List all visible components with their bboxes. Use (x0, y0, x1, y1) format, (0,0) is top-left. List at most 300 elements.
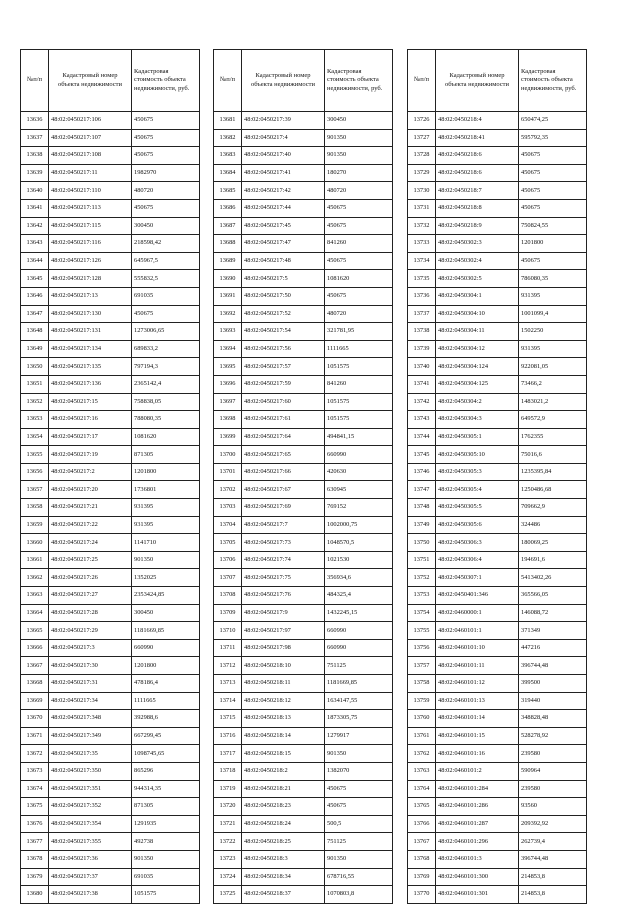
cadastral-number-cell: 48:02:0450304:11 (436, 323, 519, 341)
header-number: №п/п (21, 50, 49, 112)
row-number-cell: 13716 (214, 727, 242, 745)
cadastral-number-cell: 48:02:0450217:64 (242, 428, 325, 446)
table-row (21, 516, 200, 534)
cadastral-value-cell: 450675 (519, 182, 587, 200)
row-number-cell: 13702 (214, 481, 242, 499)
table-row (408, 393, 587, 411)
table-row (214, 252, 393, 270)
table-row (21, 780, 200, 798)
cadastral-number-cell: 48:02:0450306:3 (436, 534, 519, 552)
cadastral-value-cell: 450675 (132, 199, 200, 217)
cadastral-number-cell: 48:02:0450304:125 (436, 375, 519, 393)
table-row (408, 358, 587, 376)
table-row (21, 463, 200, 481)
row-number-cell: 13653 (21, 411, 49, 429)
table-row (21, 833, 200, 851)
row-number-cell: 13761 (408, 727, 436, 745)
table-row (214, 745, 393, 763)
cadastral-number-cell: 48:02:0450217:355 (49, 833, 132, 851)
cadastral-number-cell: 48:02:0460101:1 (436, 622, 519, 640)
cadastral-value-cell: 73466,2 (519, 375, 587, 393)
cadastral-number-cell: 48:02:0450217:116 (49, 235, 132, 253)
cadastral-value-cell: 450675 (132, 305, 200, 323)
table-row (214, 534, 393, 552)
cadastral-number-cell: 48:02:0450217:131 (49, 323, 132, 341)
cadastral-number-cell: 48:02:0450217:115 (49, 217, 132, 235)
row-number-cell: 13704 (214, 516, 242, 534)
row-number-cell: 13690 (214, 270, 242, 288)
table-row (408, 833, 587, 851)
row-number-cell: 13708 (214, 587, 242, 605)
row-number-cell: 13712 (214, 657, 242, 675)
cadastral-value-cell: 2365142,4 (132, 375, 200, 393)
cadastral-value-cell: 901350 (325, 147, 393, 165)
cadastral-number-cell: 48:02:0450304:1 (436, 287, 519, 305)
row-number-cell: 13636 (21, 112, 49, 130)
table-row (408, 217, 587, 235)
table-row (21, 428, 200, 446)
table-row (214, 375, 393, 393)
cadastral-number-cell: 48:02:0450217:36 (49, 850, 132, 868)
table-header-row (408, 50, 587, 112)
cadastral-value-cell: 590964 (519, 762, 587, 780)
table-row (408, 657, 587, 675)
cadastral-value-cell: 209392,92 (519, 815, 587, 833)
cadastral-value-cell: 480720 (132, 182, 200, 200)
cadastral-number-cell: 48:02:0450218:6 (436, 164, 519, 182)
table-row (408, 252, 587, 270)
row-number-cell: 13769 (408, 868, 436, 886)
cadastral-number-cell: 48:02:0450218:7 (436, 182, 519, 200)
cadastral-value-cell: 365566,05 (519, 587, 587, 605)
table-row (21, 323, 200, 341)
cadastral-number-cell: 48:02:0460101:12 (436, 675, 519, 693)
cadastral-number-cell: 48:02:0450217:4 (242, 129, 325, 147)
cadastral-value-cell: 319440 (519, 692, 587, 710)
cadastral-table-2 (213, 49, 393, 904)
cadastral-number-cell: 48:02:0460101:287 (436, 815, 519, 833)
cadastral-number-cell: 48:02:0450218:24 (242, 815, 325, 833)
cadastral-number-cell: 48:02:0450218:2 (242, 762, 325, 780)
table-row (21, 164, 200, 182)
table-row (408, 340, 587, 358)
cadastral-number-cell: 48:02:0450401:346 (436, 587, 519, 605)
table-row (408, 798, 587, 816)
table-row (214, 780, 393, 798)
cadastral-value-cell: 1634147,55 (325, 692, 393, 710)
table-row (21, 762, 200, 780)
table-row (21, 182, 200, 200)
cadastral-number-cell: 48:02:0450217:30 (49, 657, 132, 675)
row-number-cell: 13647 (21, 305, 49, 323)
cadastral-number-cell: 48:02:0460101:14 (436, 710, 519, 728)
row-number-cell: 13637 (21, 129, 49, 147)
cadastral-table-1 (20, 49, 200, 904)
cadastral-number-cell: 48:02:0450217:5 (242, 270, 325, 288)
cadastral-number-cell: 48:02:0450217:31 (49, 675, 132, 693)
table-row (21, 375, 200, 393)
table-row (214, 692, 393, 710)
cadastral-value-cell: 1048570,5 (325, 534, 393, 552)
row-number-cell: 13682 (214, 129, 242, 147)
cadastral-value-cell: 678716,55 (325, 868, 393, 886)
header-cadastral-number: Кадастровый номер объекта недвижимости (436, 50, 519, 112)
cadastral-value-cell: 356934,6 (325, 569, 393, 587)
cadastral-number-cell: 48:02:0450217:134 (49, 340, 132, 358)
cadastral-number-cell: 48:02:0450217:354 (49, 815, 132, 833)
table-row (21, 569, 200, 587)
cadastral-value-cell: 450675 (132, 112, 200, 130)
table-row (408, 710, 587, 728)
cadastral-number-cell: 48:02:0450218:23 (242, 798, 325, 816)
table-row (408, 745, 587, 763)
table-row (214, 833, 393, 851)
table-row (214, 551, 393, 569)
row-number-cell: 13767 (408, 833, 436, 851)
cadastral-number-cell: 48:02:0450305:5 (436, 499, 519, 517)
row-number-cell: 13669 (21, 692, 49, 710)
table-row (408, 375, 587, 393)
cadastral-value-cell: 901350 (325, 129, 393, 147)
cadastral-value-cell: 1111665 (132, 692, 200, 710)
cadastral-number-cell: 48:02:0450217:39 (242, 112, 325, 130)
cadastral-number-cell: 48:02:0450218:21 (242, 780, 325, 798)
table-row (21, 692, 200, 710)
cadastral-value-cell: 180069,25 (519, 534, 587, 552)
row-number-cell: 13679 (21, 868, 49, 886)
table-row (408, 235, 587, 253)
cadastral-number-cell: 48:02:0450218:12 (242, 692, 325, 710)
cadastral-value-cell: 484325,4 (325, 587, 393, 605)
cadastral-number-cell: 48:02:0450217:57 (242, 358, 325, 376)
table-row (408, 112, 587, 130)
table-row (21, 622, 200, 640)
cadastral-value-cell: 396744,48 (519, 657, 587, 675)
cadastral-value-cell: 750824,55 (519, 217, 587, 235)
cadastral-number-cell: 48:02:0450217:69 (242, 499, 325, 517)
cadastral-value-cell: 1273006,65 (132, 323, 200, 341)
table-row (214, 305, 393, 323)
table-row (21, 287, 200, 305)
row-number-cell: 13643 (21, 235, 49, 253)
row-number-cell: 13735 (408, 270, 436, 288)
row-number-cell: 13644 (21, 252, 49, 270)
cadastral-number-cell: 48:02:0460101:2 (436, 762, 519, 780)
cadastral-value-cell: 758838,05 (132, 393, 200, 411)
cadastral-number-cell: 48:02:0450217:59 (242, 375, 325, 393)
row-number-cell: 13732 (408, 217, 436, 235)
row-number-cell: 13711 (214, 639, 242, 657)
cadastral-value-cell: 371349 (519, 622, 587, 640)
cadastral-value-cell: 667299,45 (132, 727, 200, 745)
cadastral-value-cell: 931395 (132, 516, 200, 534)
cadastral-value-cell: 660990 (325, 622, 393, 640)
cadastral-number-cell: 48:02:0450217:26 (49, 569, 132, 587)
row-number-cell: 13741 (408, 375, 436, 393)
cadastral-number-cell: 48:02:0450217:66 (242, 463, 325, 481)
table-row (408, 428, 587, 446)
cadastral-value-cell: 239580 (519, 780, 587, 798)
cadastral-number-cell: 48:02:0450217:128 (49, 270, 132, 288)
cadastral-number-cell: 48:02:0450217:7 (242, 516, 325, 534)
cadastral-number-cell: 48:02:0450217:113 (49, 199, 132, 217)
row-number-cell: 13705 (214, 534, 242, 552)
cadastral-number-cell: 48:02:0450217:352 (49, 798, 132, 816)
cadastral-value-cell: 660990 (132, 639, 200, 657)
row-number-cell: 13717 (214, 745, 242, 763)
table-row (214, 199, 393, 217)
table-row (21, 745, 200, 763)
cadastral-value-cell: 1051575 (325, 411, 393, 429)
cadastral-number-cell: 48:02:0450304:12 (436, 340, 519, 358)
row-number-cell: 13678 (21, 850, 49, 868)
cadastral-number-cell: 48:02:0450218:14 (242, 727, 325, 745)
table-row (214, 235, 393, 253)
row-number-cell: 13671 (21, 727, 49, 745)
cadastral-value-cell: 1181669,85 (132, 622, 200, 640)
cadastral-number-cell: 48:02:0450217:48 (242, 252, 325, 270)
cadastral-value-cell: 931395 (132, 499, 200, 517)
table-row (214, 358, 393, 376)
cadastral-value-cell: 931395 (519, 340, 587, 358)
cadastral-number-cell: 48:02:0450218:15 (242, 745, 325, 763)
table-row (214, 604, 393, 622)
cadastral-number-cell: 48:02:0450217:24 (49, 534, 132, 552)
cadastral-value-cell: 180270 (325, 164, 393, 182)
cadastral-number-cell: 48:02:0450217:37 (49, 868, 132, 886)
table-row (408, 850, 587, 868)
cadastral-number-cell: 48:02:0450217:56 (242, 340, 325, 358)
table-row (21, 657, 200, 675)
cadastral-number-cell: 48:02:0450302:3 (436, 235, 519, 253)
row-number-cell: 13638 (21, 147, 49, 165)
cadastral-number-cell: 48:02:0450217:107 (49, 129, 132, 147)
cadastral-value-cell: 450675 (519, 147, 587, 165)
cadastral-number-cell: 48:02:0450302:5 (436, 270, 519, 288)
cadastral-number-cell: 48:02:0450217:25 (49, 551, 132, 569)
table-row (214, 639, 393, 657)
table-row (214, 182, 393, 200)
row-number-cell: 13688 (214, 235, 242, 253)
table-row (408, 182, 587, 200)
cadastral-number-cell: 48:02:0450217:15 (49, 393, 132, 411)
cadastral-value-cell: 1051575 (325, 358, 393, 376)
cadastral-number-cell: 48:02:0450217:108 (49, 147, 132, 165)
table-row (408, 323, 587, 341)
table-row (408, 622, 587, 640)
cadastral-value-cell: 93560 (519, 798, 587, 816)
cadastral-value-cell: 1483021,2 (519, 393, 587, 411)
row-number-cell: 13723 (214, 850, 242, 868)
cadastral-value-cell: 214853,8 (519, 886, 587, 904)
cadastral-number-cell: 48:02:0450217:52 (242, 305, 325, 323)
table-row (214, 428, 393, 446)
row-number-cell: 13650 (21, 358, 49, 376)
row-number-cell: 13665 (21, 622, 49, 640)
table-row (21, 358, 200, 376)
row-number-cell: 13657 (21, 481, 49, 499)
cadastral-number-cell: 48:02:0450217:28 (49, 604, 132, 622)
row-number-cell: 13700 (214, 446, 242, 464)
table-row (214, 446, 393, 464)
table-row (214, 164, 393, 182)
cadastral-number-cell: 48:02:0450217:126 (49, 252, 132, 270)
cadastral-number-cell: 48:02:0450217:45 (242, 217, 325, 235)
cadastral-number-cell: 48:02:0450217:27 (49, 587, 132, 605)
row-number-cell: 13745 (408, 446, 436, 464)
cadastral-number-cell: 48:02:0450218:37 (242, 886, 325, 904)
cadastral-number-cell: 48:02:0450217:110 (49, 182, 132, 200)
cadastral-value-cell: 709662,9 (519, 499, 587, 517)
row-number-cell: 13739 (408, 340, 436, 358)
cadastral-number-cell: 48:02:0450217:13 (49, 287, 132, 305)
row-number-cell: 13655 (21, 446, 49, 464)
row-number-cell: 13656 (21, 463, 49, 481)
cadastral-number-cell: 48:02:0460101:301 (436, 886, 519, 904)
row-number-cell: 13764 (408, 780, 436, 798)
cadastral-number-cell: 48:02:0450302:4 (436, 252, 519, 270)
cadastral-value-cell: 2353424,85 (132, 587, 200, 605)
row-number-cell: 13649 (21, 340, 49, 358)
cadastral-value-cell: 480720 (325, 182, 393, 200)
table-row (214, 499, 393, 517)
cadastral-value-cell: 450675 (519, 252, 587, 270)
cadastral-value-cell: 922081,05 (519, 358, 587, 376)
cadastral-number-cell: 48:02:0450217:97 (242, 622, 325, 640)
cadastral-number-cell: 48:02:0450305:4 (436, 481, 519, 499)
table-row (21, 393, 200, 411)
table-row (21, 235, 200, 253)
table-row (21, 411, 200, 429)
cadastral-number-cell: 48:02:0450217:54 (242, 323, 325, 341)
cadastral-number-cell: 48:02:0450305:3 (436, 463, 519, 481)
row-number-cell: 13687 (214, 217, 242, 235)
row-number-cell: 13757 (408, 657, 436, 675)
cadastral-number-cell: 48:02:0460101:3 (436, 850, 519, 868)
table-row (21, 147, 200, 165)
row-number-cell: 13639 (21, 164, 49, 182)
row-number-cell: 13709 (214, 604, 242, 622)
cadastral-number-cell: 48:02:0450218:25 (242, 833, 325, 851)
cadastral-number-cell: 48:02:0450217:61 (242, 411, 325, 429)
row-number-cell: 13691 (214, 287, 242, 305)
cadastral-number-cell: 48:02:0450217:20 (49, 481, 132, 499)
row-number-cell: 13698 (214, 411, 242, 429)
row-number-cell: 13641 (21, 199, 49, 217)
cadastral-value-cell: 1235395,84 (519, 463, 587, 481)
row-number-cell: 13662 (21, 569, 49, 587)
table-row (408, 868, 587, 886)
table-body (21, 112, 200, 904)
cadastral-value-cell: 769152 (325, 499, 393, 517)
cadastral-number-cell: 48:02:0450217:73 (242, 534, 325, 552)
row-number-cell: 13747 (408, 481, 436, 499)
cadastral-value-cell: 1250486,68 (519, 481, 587, 499)
row-number-cell: 13699 (214, 428, 242, 446)
table-row (214, 798, 393, 816)
cadastral-value-cell: 871305 (132, 446, 200, 464)
row-number-cell: 13713 (214, 675, 242, 693)
table-row (21, 639, 200, 657)
cadastral-number-cell: 48:02:0450217:74 (242, 551, 325, 569)
cadastral-value-cell: 691035 (132, 868, 200, 886)
cadastral-value-cell: 321781,95 (325, 323, 393, 341)
cadastral-number-cell: 48:02:0450217:130 (49, 305, 132, 323)
cadastral-value-cell: 478186,4 (132, 675, 200, 693)
cadastral-value-cell: 660990 (325, 446, 393, 464)
cadastral-value-cell: 450675 (519, 199, 587, 217)
row-number-cell: 13729 (408, 164, 436, 182)
row-number-cell: 13758 (408, 675, 436, 693)
row-number-cell: 13672 (21, 745, 49, 763)
cadastral-number-cell: 48:02:0450217:41 (242, 164, 325, 182)
cadastral-number-cell: 48:02:0450217:67 (242, 481, 325, 499)
row-number-cell: 13684 (214, 164, 242, 182)
table-row (214, 587, 393, 605)
cadastral-number-cell: 48:02:0450217:106 (49, 112, 132, 130)
cadastral-number-cell: 48:02:0450217:76 (242, 587, 325, 605)
cadastral-number-cell: 48:02:0460101:16 (436, 745, 519, 763)
cadastral-number-cell: 48:02:0450304:3 (436, 411, 519, 429)
row-number-cell: 13719 (214, 780, 242, 798)
row-number-cell: 13673 (21, 762, 49, 780)
table-row (408, 692, 587, 710)
cadastral-value-cell: 300450 (132, 604, 200, 622)
row-number-cell: 13765 (408, 798, 436, 816)
table-row (408, 199, 587, 217)
cadastral-value-cell: 1762355 (519, 428, 587, 446)
cadastral-number-cell: 48:02:0450217:75 (242, 569, 325, 587)
table-row (408, 534, 587, 552)
cadastral-value-cell: 649572,9 (519, 411, 587, 429)
cadastral-number-cell: 48:02:0450217:21 (49, 499, 132, 517)
table-row (214, 675, 393, 693)
row-number-cell: 13763 (408, 762, 436, 780)
table-row (214, 147, 393, 165)
cadastral-number-cell: 48:02:0450217:50 (242, 287, 325, 305)
row-number-cell: 13760 (408, 710, 436, 728)
header-number: №п/п (408, 50, 436, 112)
cadastral-value-cell: 1081620 (325, 270, 393, 288)
row-number-cell: 13725 (214, 886, 242, 904)
table-row (21, 270, 200, 288)
row-number-cell: 13697 (214, 393, 242, 411)
table-row (214, 481, 393, 499)
row-number-cell: 13742 (408, 393, 436, 411)
cadastral-value-cell: 1201800 (519, 235, 587, 253)
table-row (214, 657, 393, 675)
cadastral-number-cell: 48:02:0450217:136 (49, 375, 132, 393)
cadastral-number-cell: 48:02:0450218:3 (242, 850, 325, 868)
table-row (408, 287, 587, 305)
cadastral-value-cell: 300450 (325, 112, 393, 130)
table-row (21, 604, 200, 622)
header-number: №п/п (214, 50, 242, 112)
row-number-cell: 13718 (214, 762, 242, 780)
table-row (408, 569, 587, 587)
table-row (214, 762, 393, 780)
header-cadastral-number: Кадастровый номер объекта недвижимости (49, 50, 132, 112)
cadastral-value-cell: 901350 (325, 850, 393, 868)
cadastral-value-cell: 595792,35 (519, 129, 587, 147)
cadastral-number-cell: 48:02:0450218:41 (436, 129, 519, 147)
cadastral-value-cell: 392988,6 (132, 710, 200, 728)
table-row (21, 499, 200, 517)
cadastral-number-cell: 48:02:0460101:286 (436, 798, 519, 816)
cadastral-value-cell: 630945 (325, 481, 393, 499)
cadastral-value-cell: 751125 (325, 833, 393, 851)
cadastral-number-cell: 48:02:0450305:1 (436, 428, 519, 446)
